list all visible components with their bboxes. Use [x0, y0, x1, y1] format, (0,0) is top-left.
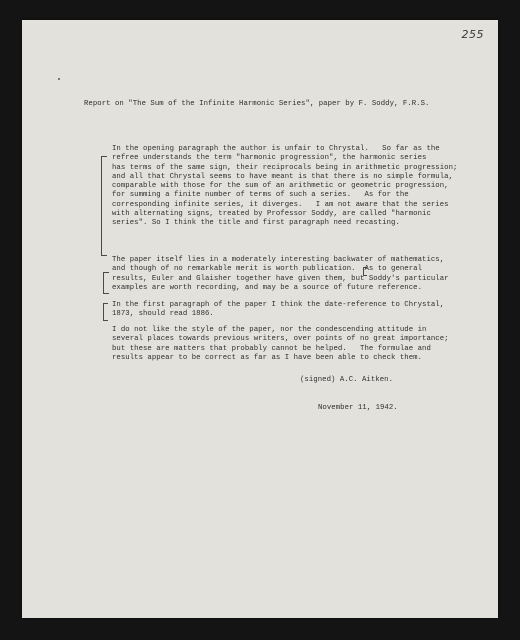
date-line: November 11, 1942. — [318, 404, 398, 412]
page-number: 255 — [461, 28, 484, 41]
document-page — [22, 20, 498, 618]
paper-mark — [58, 78, 60, 80]
paragraph-1: In the opening paragraph the author is unfair to Chrystal. So far as the refree understands the term "harmonic progression", the harmonic series has terms of the same sign, their reciprocals being in arithmetic progression; and all that Chrystal seems to have meant is that there is no simple formula, comparable with those for the sum of an arithmetic or geometric progression, for summing a finite number of terms of such a series. As for the corresponding infinite series, it diverges. I am not aware that the series with alternating signs, treated by Professor Soddy, are called "harmonic series". So I think the title and first paragraph need recasting. — [112, 145, 458, 228]
margin-bracket-3 — [103, 303, 108, 321]
margin-bracket-2 — [103, 272, 109, 294]
paragraph-4: I do not like the style of the paper, nor the condescending attitude in several places towards previous writers, over points of no great importance; but these are matters that probably cannot be helped. The formulae and results appear to be correct as far as I have been able to check them. — [112, 326, 449, 362]
margin-bracket-1 — [101, 156, 107, 256]
paragraph-2: The paper itself lies in a moderately interesting backwater of mathematics, and though of no remarkable merit is worth publication. As to general results, Euler and Glaisher together have given them, but Soddy's particular examples are worth recording, and may be a source of future reference. — [112, 256, 449, 292]
report-heading: Report on "The Sum of the Infinite Harmonic Series", paper by F. Soddy, F.R.S. — [84, 100, 430, 108]
signature-line: (signed) A.C. Aitken. — [300, 376, 394, 384]
paragraph-3: In the first paragraph of the paper I think the date-reference to Chrystal, 1873, should read 1886. — [112, 301, 445, 319]
